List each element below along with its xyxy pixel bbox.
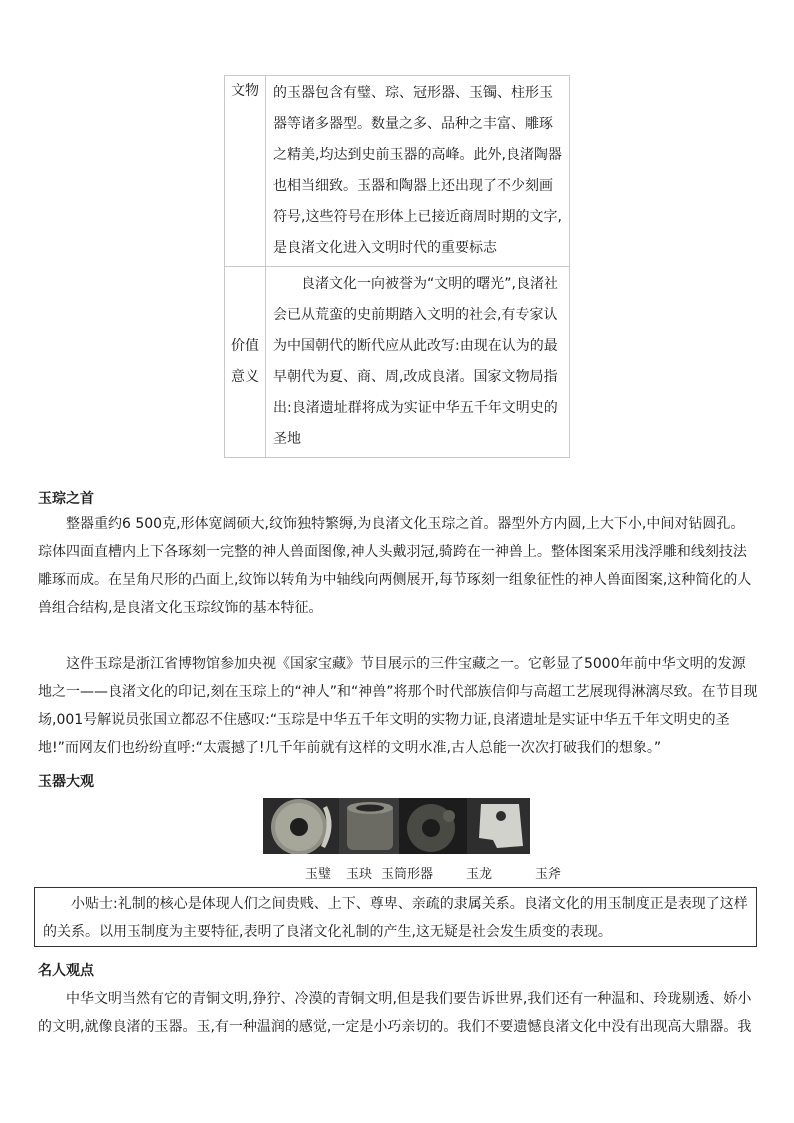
table-content-artifacts: 的玉器包含有璧、琮、冠形器、玉镯、柱形玉器等诸多器型。数量之多、品种之丰富、雕琢之精美,均达到史前玉器的高峰。此外,良渚陶器也相当细致。玉器和陶器上还出现了不少刻画符号,这些符号在形体上已接近商周时期的文字,是良渚文化进入文明时代的重要标志 bbox=[266, 76, 570, 267]
jade-axe-image bbox=[467, 798, 530, 854]
table-label-value: 价值意义 bbox=[225, 267, 266, 458]
jade-bi-image bbox=[263, 798, 339, 854]
caption-jade-dragon: 玉龙 bbox=[466, 867, 493, 882]
info-table bbox=[224, 75, 570, 458]
caption-jade-bi: 玉璧 bbox=[305, 867, 332, 882]
section-heading-jade-overview: 玉器大观 bbox=[38, 774, 94, 790]
jade-tube-image bbox=[339, 798, 399, 854]
table-label-artifacts: 文物 bbox=[225, 76, 266, 267]
table-row bbox=[225, 76, 570, 267]
section-heading-jade-cong: 玉琮之首 bbox=[38, 491, 94, 507]
table-content-value: 良渚文化一向被誉为“文明的曙光”,良渚社会已从荒蛮的史前期踏入文明的社会,有专家认为中国朝代的断代应从此改写:由现在认为的最早朝代为夏、商、周,改成良渚。国家文物局指出:良渚遗址群将成为实证中华五千年文明史的圣地 bbox=[266, 267, 570, 458]
paragraph-famous-views: 中华文明当然有它的青铜文明,狰狞、冷漠的青铜文明,但是我们要告诉世界,我们还有一种温和、玲珑剔透、娇小的文明,就像良渚的玉器。玉,有一种温润的感觉,一定是小巧亲切的。我们不要遗憾良渚文化中没有出现高大鼎器。我 bbox=[38, 991, 752, 1035]
jade-photo-gallery bbox=[263, 798, 530, 854]
caption-jade-tube: 玉筒形器 bbox=[381, 867, 434, 882]
jade-dragon-image bbox=[399, 798, 467, 854]
paragraph-national-treasure: 这件玉琮是浙江省博物馆参加央视《国家宝藏》节目展示的三件宝藏之一。它彰显了5000年前中华文明的发源地之一——良渚文化的印记,刻在玉琮上的“神人”和“神兽”将那个时代部族信仰与高超工艺展现得淋漓尽致。在节目现场,001号解说员张国立都忍不住感叹:“玉琮是中华五千年文明的实物力证,良渚遗址是实证中华五千年文明史的圣地!”而网友们也纷纷直呼:“太震撼了!几千年前就有这样的文明水准,古人总能一次次打破我们的想象。” bbox=[38, 656, 758, 756]
section-heading-famous-views: 名人观点 bbox=[38, 963, 94, 979]
tip-box bbox=[34, 887, 757, 947]
tip-text: 小贴士:礼制的核心是体现人们之间贵贱、上下、尊卑、亲疏的隶属关系。良渚文化的用玉制度正是表现了这样的关系。以用玉制度为主要特征,表明了良渚文化礼制的产生,这无疑是社会发生质变的表现。 bbox=[43, 896, 748, 940]
caption-jade-axe: 玉斧 bbox=[535, 867, 562, 882]
caption-jade-jue: 玉玦 bbox=[346, 867, 373, 882]
table-row bbox=[225, 267, 570, 458]
paragraph-jade-cong-description: 整器重约6 500克,形体宽阔硕大,纹饰独特繁缛,为良渚文化玉琮之首。器型外方内圆,上大下小,中间对钻圆孔。琮体四面直槽内上下各琢刻一完整的神人兽面图像,神人头戴羽冠,骑跨在一神兽上。整体图案采用浅浮雕和线刻技法雕琢而成。在呈角尺形的凸面上,纹饰以转角为中轴线向两侧展开,每节琢刻一组象征性的神人兽面图案,这种简化的人兽组合结构,是良渚文化玉琮纹饰的基本特征。 bbox=[38, 516, 752, 616]
